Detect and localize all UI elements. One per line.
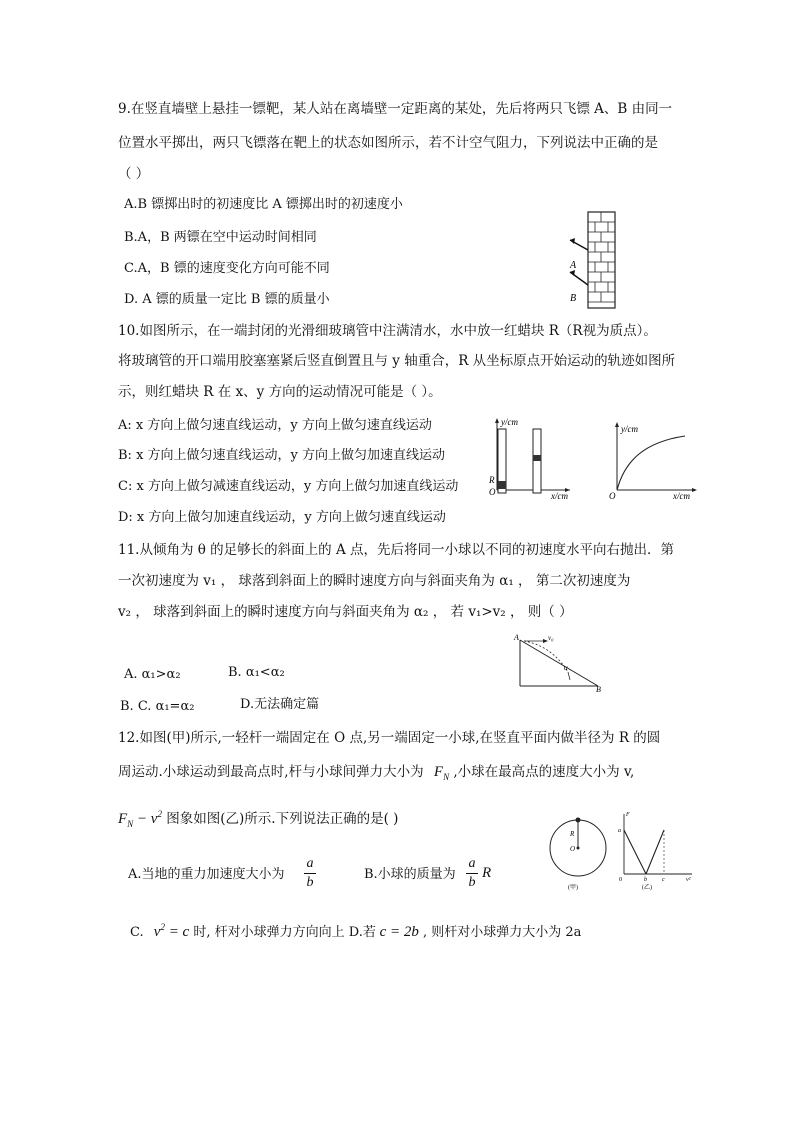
- r-label: R: [570, 830, 575, 838]
- c-tick: c: [662, 877, 665, 883]
- q10-stem-line3: 示，则红蜡块 R 在 x、y 方向的运动情况可能是（ ）。: [118, 384, 442, 400]
- x-axis-label: x/cm: [673, 491, 690, 500]
- q9-option-a: A.B 镖掷出时的初速度比 A 镖掷出时的初速度小: [124, 197, 403, 212]
- q12-option-b: B.小球的质量为: [364, 867, 456, 882]
- q11-option-d: D.无法确定篇: [240, 697, 320, 712]
- figure-yi: [618, 812, 692, 891]
- q11-stem-line3: v₂ ， 球落到斜面上的瞬时速度方向与斜面夹角为 α₂ ， 若 v₁>v₂ ， 则（ ）: [118, 604, 573, 620]
- q10-option-a: A: x 方向上做匀速直线运动，y 方向上做匀速直线运动: [118, 418, 432, 433]
- q10-stem-line1: 10.如图所示，在一端封闭的光滑细玻璃管中注满清水，水中放一红蜡块 R（R视为质点）。: [118, 323, 657, 339]
- fn-symbol: $F_N$: [433, 764, 450, 782]
- q9-option-d: D. A 镖的质量一定比 B 镖的质量小: [124, 292, 330, 307]
- q9-dartboard-figure: [560, 210, 620, 310]
- q9-option-c: C.A，B 镖的速度变化方向可能不同: [124, 261, 330, 276]
- q12-line2-text: 周运动.小球运动到最高点时,杆与小球间弹力大小为: [118, 764, 424, 780]
- figure-jia: [550, 818, 606, 892]
- q9-option-b: B.A，B 两镖在空中运动时间相同: [124, 230, 317, 245]
- origin-label: O: [609, 491, 616, 500]
- q9-answer-blank: （ ）: [118, 166, 150, 182]
- q12-option-b-r: R: [482, 865, 492, 881]
- q12-stem-line1: 12.如图(甲)所示,一轻杆一端固定在 O 点,另一端固定一小球,在竖直平面内做半径为 R 的圆: [118, 730, 661, 746]
- q11-option-a: A. α₁>α₂: [124, 667, 181, 682]
- fn-axis-label: F: [626, 812, 630, 818]
- y-axis-label: y/cm: [501, 417, 518, 427]
- q12-figure: [548, 808, 696, 893]
- yi-caption: (乙): [642, 885, 652, 891]
- v2-axis-label: v²: [686, 877, 691, 883]
- q12-option-a-fraction: a b: [304, 856, 316, 891]
- point-a-label: A: [514, 633, 519, 642]
- q12-stem-line3: [118, 805, 398, 833]
- q12-stem-line2: [118, 763, 634, 786]
- zero-tick: 0: [619, 877, 622, 883]
- o-label: O: [570, 845, 576, 853]
- q10-option-c: C: x 方向上做匀减速直线运动，y 方向上做匀加速直线运动: [118, 479, 459, 494]
- q11-option-b: B. α₁<α₂: [228, 665, 285, 680]
- q9-stem-line1: 9.在竖直墙壁上悬挂一镖靶，某人站在离墙壁一定距离的某处，先后将两只飞镖 A、B 由同一: [118, 101, 673, 117]
- q12-line2-tail: ,小球在最高点的速度大小为 v,: [453, 764, 635, 780]
- v0-label: v₀: [548, 634, 554, 642]
- q12-option-b-fraction: a b: [466, 856, 478, 891]
- q11-stem-line1: 11.从倾角为 θ 的足够长的斜面上的 A 点，先后将同一小球以不同的初速度水平向右抛出．第: [118, 542, 675, 558]
- q12-line3-text: 图象如图(乙)所示.下列说法正确的是( ): [166, 811, 399, 827]
- q11-stem-line2: 一次初速度为 v₁ ， 球落到斜面上的瞬时速度方向与斜面夹角为 α₁ ， 第二次初速度为: [118, 573, 631, 589]
- label-a: A: [570, 260, 577, 271]
- a-tick: a: [618, 828, 621, 834]
- fn-v2-formula: $F_N - v^2$: [118, 809, 162, 829]
- q11-incline-figure: [512, 632, 607, 692]
- jia-caption: (甲): [568, 885, 578, 891]
- q10-stem-line2: 将玻璃管的开口端用胶塞塞紧后竖直倒置且与 y 轴重合，R 从坐标原点开始运动的轨迹如图所: [118, 353, 676, 369]
- q9-stem-line2: 位置水平掷出，两只飞镖落在靶上的状态如图所示，若不计空气阻力，下列说法中正确的是: [118, 135, 658, 151]
- q10-tube-figure: [485, 415, 580, 500]
- q10-trajectory-figure: [605, 420, 700, 500]
- y-axis-label: y/cm: [621, 424, 638, 434]
- q10-option-b: B: x 方向上做匀速直线运动，y 方向上做匀加速直线运动: [118, 448, 446, 463]
- q11-option-c: B. C. α₁=α₂: [120, 699, 195, 714]
- q10-option-d: D: x 方向上做匀加速直线运动，y 方向上做匀速直线运动: [118, 510, 446, 525]
- q12-option-a: A.当地的重力加速度大小为: [128, 867, 285, 882]
- q12-option-c-d: C. $v^2 = c$ 时, 杆对小球弹力方向向上 D.若 c = 2b , 则杆对小球弹力大小为 2a: [130, 922, 582, 940]
- x-axis-label: x/cm: [551, 491, 568, 500]
- b-tick: b: [644, 877, 647, 883]
- origin-label: O: [489, 487, 496, 497]
- label-b: B: [570, 293, 577, 304]
- point-b-label: B: [596, 685, 601, 692]
- alpha-label: α: [564, 664, 568, 672]
- r-label: R: [489, 475, 495, 485]
